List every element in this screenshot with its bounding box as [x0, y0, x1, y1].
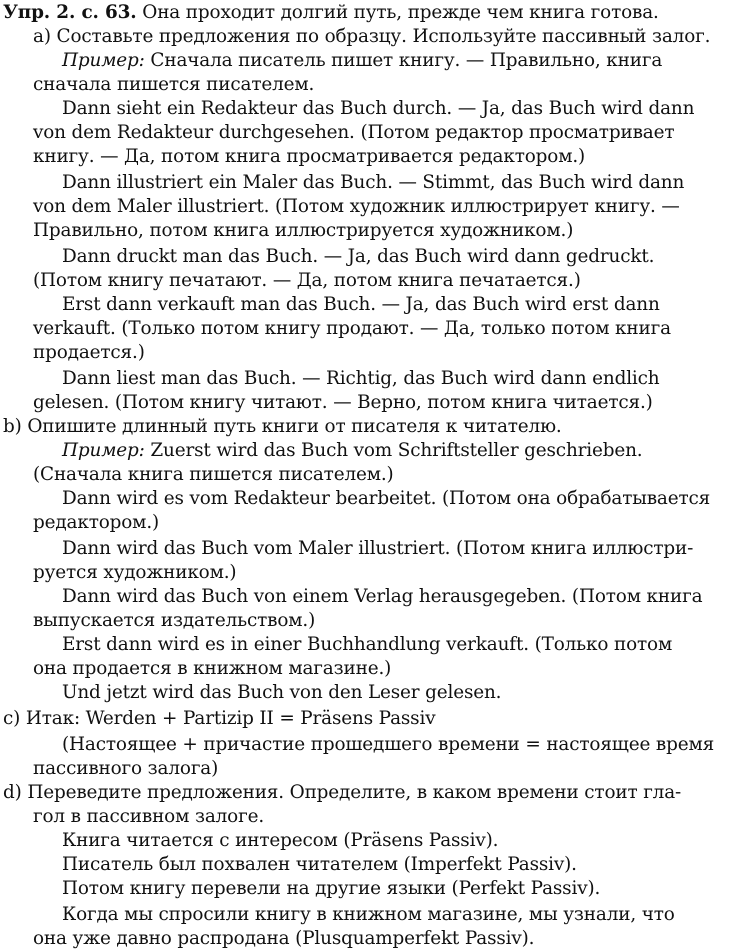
exercise-header — [3, 1, 755, 25]
example-line — [62, 49, 755, 73]
text-line: продается.) — [33, 342, 145, 363]
exercise-number: Упр. 2. с. 63. — [3, 2, 137, 23]
text-line: Erst dann wird es in einer Buchhandlung verkauft. (Только потом — [62, 634, 673, 655]
text-line: (Настоящее + причастие прошедшего времени = настоящее время — [62, 734, 715, 755]
text-line: Und jetzt wird das Buch von den Leser gelesen. — [62, 682, 502, 703]
text-line: она продается в книжном магазине.) — [33, 658, 392, 679]
text-line: (Сначала книга пишется писателем.) — [33, 464, 394, 485]
text-line: Dann druckt man das Buch. — Ja, das Buch wird dann gedruckt. — [62, 246, 655, 267]
text-line: Книга читается с интересом (Präsens Passiv). — [62, 830, 499, 851]
text-line: редактором.) — [33, 512, 160, 533]
text-line: Dann wird es vom Redakteur bearbeitet. (Потом она обрабатывается — [62, 488, 711, 509]
task-d-heading: d) Переведите предложения. Определите, в каком времени стоит гла- — [3, 782, 682, 803]
text-line: Потом книгу перевели на другие языки (Perfekt Passiv). — [62, 878, 601, 899]
text-line: руется художником.) — [33, 562, 237, 583]
example-text: Сначала писатель пишет книгу. — Правильно, книга — [150, 50, 663, 71]
text-line: von dem Maler illustriert. (Потом художник иллюстрирует книгу. — — [33, 196, 680, 217]
text-line: Dann liest man das Buch. — Richtig, das Buch wird dann endlich — [62, 368, 660, 389]
task-a-heading: а) Составьте предложения по образцу. Используйте пассивный залог. — [33, 26, 711, 47]
example-label: Пример: — [62, 440, 145, 461]
task-b-heading: b) Опишите длинный путь книги от писателя к читателю. — [3, 416, 562, 437]
text-line: книгу. — Да, потом книга просматривается редактором.) — [33, 146, 586, 167]
example-line — [62, 439, 755, 463]
text-line: Dann illustriert ein Maler das Buch. — Stimmt, das Buch wird dann — [62, 172, 685, 193]
exercise-title: Она проходит долгий путь, прежде чем книга готова. — [142, 2, 659, 23]
text-line: gelesen. (Потом книгу читают. — Верно, потом книга читается.) — [33, 392, 653, 413]
text-line: Dann sieht ein Redakteur das Buch durch. — Ja, das Buch wird dann — [62, 98, 695, 119]
text-line: пассивного залога) — [33, 758, 219, 779]
text-line: она уже давно распродана (Plusquamperfekt Passiv). — [33, 928, 535, 949]
example-text: Zuerst wird das Buch vom Schriftsteller geschrieben. — [150, 440, 643, 461]
text-line: выпускается издательством.) — [33, 610, 316, 631]
text-line: Когда мы спросили книгу в книжном магазине, мы узнали, что — [62, 904, 675, 925]
text-line: Dann wird das Buch von einem Verlag herausgegeben. (Потом книга — [62, 586, 703, 607]
text-line: Dann wird das Buch vom Maler illustriert. (Потом книга иллюстри- — [62, 538, 694, 559]
task-c-heading: c) Итак: Werden + Partizip II = Präsens Passiv — [3, 708, 436, 729]
text-line: Erst dann verkauft man das Buch. — Ja, das Buch wird erst dann — [62, 294, 660, 315]
text-line: verkauft. (Только потом книгу продают. — Да, только потом книга — [33, 318, 671, 339]
text-line: сначала пишется писателем. — [33, 74, 315, 95]
text-line: Писатель был похвален читателем (Imperfekt Passiv). — [62, 854, 577, 875]
text-line: (Потом книгу печатают. — Да, потом книга печатается.) — [33, 270, 581, 291]
example-label: Пример: — [62, 50, 145, 71]
text-line: Правильно, потом книга иллюстрируется художником.) — [33, 220, 574, 241]
text-line: von dem Redakteur durchgesehen. (Потом редактор просматривает — [33, 122, 675, 143]
text-line: гол в пассивном залоге. — [33, 806, 265, 827]
